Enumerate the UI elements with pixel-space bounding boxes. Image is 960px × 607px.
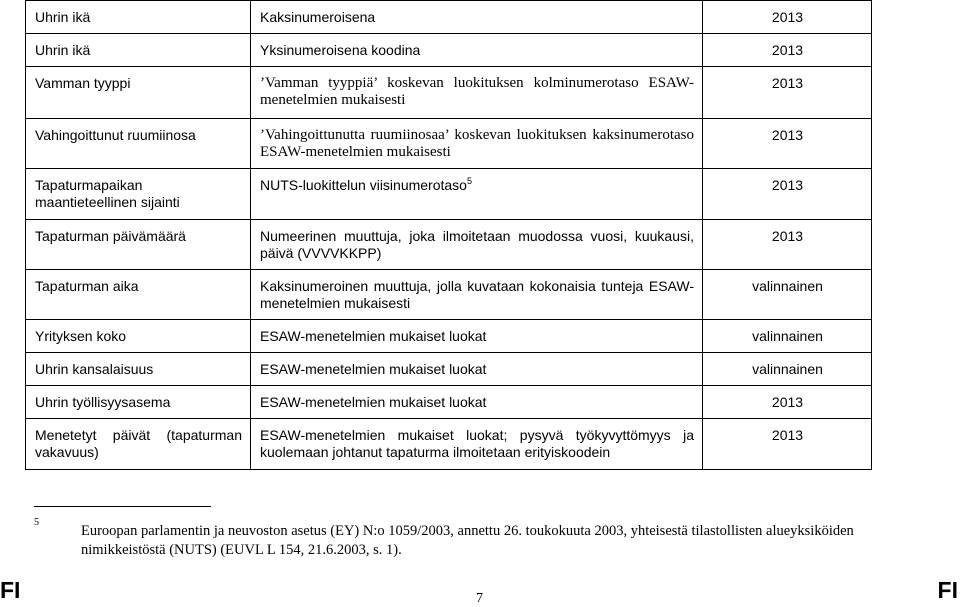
footnote-number: 5 bbox=[34, 517, 39, 528]
description-cell: ’Vamman tyyppiä’ koskevan luokituksen kolminumerotaso ESAW-menetelmien mukaisesti bbox=[251, 67, 703, 119]
description-cell: Kaksinumeroisena bbox=[251, 1, 703, 34]
table-row bbox=[26, 353, 872, 386]
table-row bbox=[26, 67, 872, 119]
year-cell: valinnainen bbox=[703, 270, 872, 320]
language-code-left: FI bbox=[0, 577, 21, 603]
year-cell: 2013 bbox=[703, 67, 872, 119]
year-cell: valinnainen bbox=[703, 353, 872, 386]
field-cell: Tapaturmapaikan maantieteellinen sijainti bbox=[26, 169, 251, 220]
year-cell: 2013 bbox=[703, 220, 872, 270]
year-cell: 2013 bbox=[703, 169, 872, 220]
field-cell: Tapaturman päivämäärä bbox=[26, 220, 251, 270]
field-cell: Uhrin kansalaisuus bbox=[26, 353, 251, 386]
table-row bbox=[26, 34, 872, 67]
page-number: 7 bbox=[476, 591, 483, 606]
footnote-text: Euroopan parlamentin ja neuvoston asetus (EY) N:o 1059/2003, annettu 26. toukokuuta 2003, yhteisestä tilastollisten alueyksiköiden nimikkeistöstä (NUTS) (EUVL L 154, 21.6.2003, s. 1). bbox=[81, 523, 854, 558]
table-row bbox=[26, 169, 872, 220]
field-cell: Vahingoittunut ruumiinosa bbox=[26, 119, 251, 169]
language-code-right: FI bbox=[937, 577, 958, 603]
field-cell: Uhrin ikä bbox=[26, 34, 251, 67]
description-cell: ESAW-menetelmien mukaiset luokat; pysyvä työkyvyttömyys ja kuolemaan johtanut tapaturma ilmoitetaan erityiskoodein bbox=[251, 419, 703, 470]
field-cell: Vamman tyyppi bbox=[26, 67, 251, 119]
variables-table bbox=[25, 0, 872, 470]
year-cell: 2013 bbox=[703, 119, 872, 169]
description-cell: ’Vahingoittunutta ruumiinosaa’ koskevan luokituksen kaksinumerotaso ESAW-menetelmien mukaisesti bbox=[251, 119, 703, 169]
description-cell: Kaksinumeroinen muuttuja, jolla kuvataan kokonaisia tunteja ESAW-menetelmien mukaisesti bbox=[251, 270, 703, 320]
description-cell: Yksinumeroisena koodina bbox=[251, 34, 703, 67]
year-cell: 2013 bbox=[703, 419, 872, 470]
footnote-ref: 5 bbox=[466, 176, 472, 186]
table-row bbox=[26, 1, 872, 34]
table-row bbox=[26, 320, 872, 353]
field-cell: Tapaturman aika bbox=[26, 270, 251, 320]
description-cell bbox=[251, 169, 703, 220]
description-cell: ESAW-menetelmien mukaiset luokat bbox=[251, 320, 703, 353]
table-row bbox=[26, 386, 872, 419]
field-cell: Uhrin työllisyysasema bbox=[26, 386, 251, 419]
year-cell: 2013 bbox=[703, 1, 872, 34]
description-cell: ESAW-menetelmien mukaiset luokat bbox=[251, 353, 703, 386]
table-row bbox=[26, 119, 872, 169]
description-cell: ESAW-menetelmien mukaiset luokat bbox=[251, 386, 703, 419]
table-row bbox=[26, 220, 872, 270]
year-cell: valinnainen bbox=[703, 320, 872, 353]
year-cell: 2013 bbox=[703, 386, 872, 419]
description-cell: Numeerinen muuttuja, joka ilmoitetaan muodossa vuosi, kuukausi, päivä (VVVVKKPP) bbox=[251, 220, 703, 270]
description-text: NUTS-luokittelun viisinumerotaso bbox=[260, 177, 467, 193]
field-cell: Menetetyt päivät (tapaturman vakavuus) bbox=[26, 419, 251, 470]
footnote-divider bbox=[34, 506, 211, 507]
field-cell: Yrityksen koko bbox=[26, 320, 251, 353]
table-row bbox=[26, 270, 872, 320]
year-cell: 2013 bbox=[703, 34, 872, 67]
field-cell: Uhrin ikä bbox=[26, 1, 251, 34]
table-row bbox=[26, 419, 872, 470]
